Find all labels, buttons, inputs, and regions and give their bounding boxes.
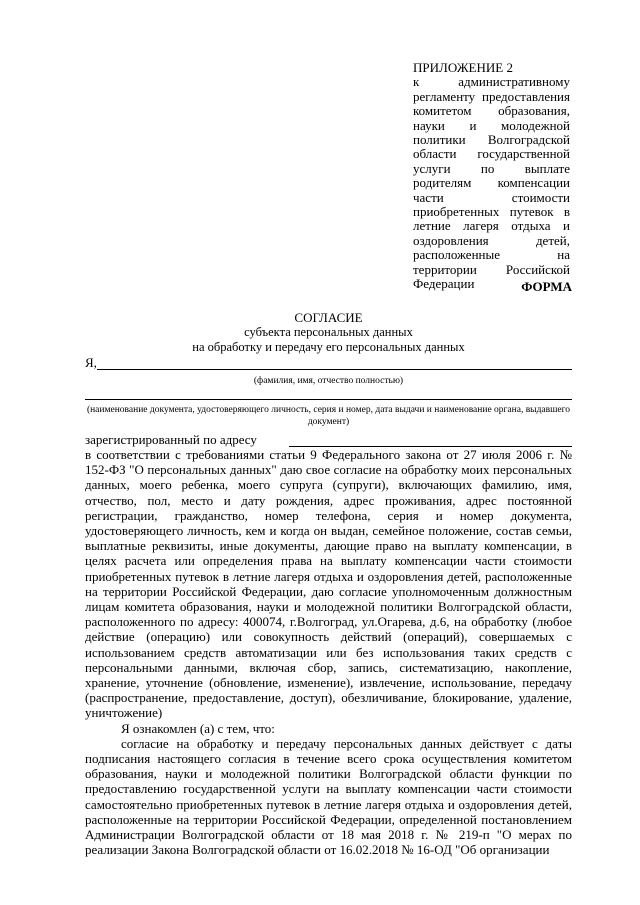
fio-field-row <box>85 355 572 371</box>
consent-subtitle-processing: на обработку и передачу его персональных данных <box>192 340 465 354</box>
consent-validity-paragraph: согласие на обработку и передачу персональных данных действует с даты подписания настоящего согласия в течение всего срока осуществления комитетом образования, науки и молодежной политики Волгоградской области функции по предоставлению государственной услуги на выплату компенсации части стоимости самостоятельно приобретенных путевок в летние лагеря отдыха и оздоровления детей, расположенные на территории Российской Федерации, определенной постановлением Администрации Волгоградской области от 18 мая 2018 г. № 219-п "О мерах по реализации Закона Волгоградской области от 16.02.2018 № 16-ОД "Об организации <box>85 735 572 858</box>
appendix-title: ПРИЛОЖЕНИЕ 2 <box>413 60 513 75</box>
registration-field-row <box>85 432 572 448</box>
fio-caption: (фамилия, имя, отчество полностью) <box>253 376 404 386</box>
appendix-block <box>413 61 570 292</box>
consent-paragraph-main: в соответствии с требованиями статьи 9 Федерального закона от 27 июля 2006 г. № 152-ФЗ "О персональных данных" даю свое согласие на обработку моих персональных данных, моего ребенка, моего супруга (супруги), включающих фамилию, имя, отчество, пол, место и дату рождения, адрес проживания, адрес постоянной регистрации, гражданство, номер телефона, серия и номер документа, удостоверяющего личность, кем и когда он выдан, семейное положение, состав семьи, выплатные реквизиты, иные документы, дающие право на выплату компенсации, в целях расчета или определения права на выплату компенсации части стоимости приобретенных путевок в летние лагеря отдыха и оздоровления детей, расположенные на территории Российской Федерации, даю согласие уполномоченным должностным лицам комитета образования, науки и молодежной политики Волгоградской области, расположенного по адресу: 400074, г.Волгоград, ул.Огарева, д.6, на обработку (любое действие (операцию) или совокупность действий (операций), совершаемых с использованием средств автоматизации или без использования таких средств с персональными данными, включая сбор, запись, систематизацию, накопление, хранение, уточнение (обновление, изменение), извлечение, использование, передачу (распространение, предоставление, доступ), обезличивание, блокирование, удаление, уничтожение) <box>85 447 572 721</box>
identity-document-fill-line[interactable] <box>85 399 572 400</box>
consent-subtitle-subject: субъекта персональных данных <box>244 325 413 339</box>
registered-address-label: зарегистрированный по адресу <box>85 432 257 447</box>
consent-title: СОГЛАСИЕ <box>294 310 363 325</box>
form-label: ФОРМА <box>521 279 572 294</box>
ya-label: Я, <box>85 355 97 370</box>
acknowledgement-intro: Я ознакомлен (а) с тем, что: <box>121 720 275 736</box>
appendix-body: к административному регламенту предоставления комитетом образования, науки и молодежной политики Волгоградской области государственной услуги по выплате родителям компенсации части стоимости приобретенных путевок в летние лагеря отдыха и оздоровления детей, расположенные на территории Российской Федерации <box>413 74 570 292</box>
identity-document-caption: (наименование документа, удостоверяющего личность, серия и номер, дата выдачи и наименование органа, выдавшего документ) <box>86 405 571 427</box>
consent-body <box>85 447 572 857</box>
fio-fill-line[interactable] <box>97 369 572 370</box>
